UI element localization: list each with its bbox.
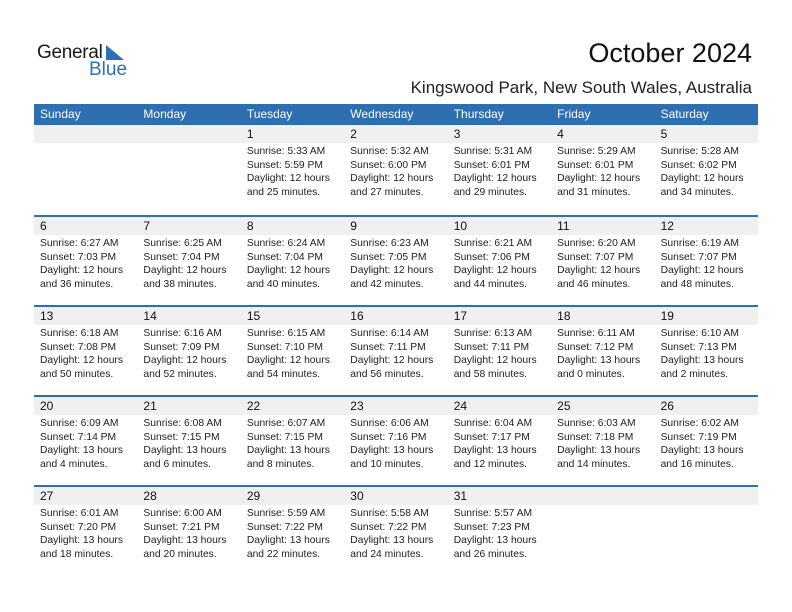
day-sunset: Sunset: 7:11 PM bbox=[350, 341, 426, 353]
week-row bbox=[34, 125, 758, 215]
day-daylight: Daylight: 12 hours bbox=[453, 265, 537, 277]
day-cell bbox=[137, 143, 240, 199]
day-sunset: Sunset: 6:01 PM bbox=[453, 159, 530, 171]
day-sunset: Sunset: 6:00 PM bbox=[350, 159, 427, 171]
day-daylight: Daylight: 12 hours bbox=[40, 265, 123, 277]
day-number: 16 bbox=[350, 309, 364, 323]
day-number-row bbox=[34, 125, 758, 143]
day-daylight: Daylight: 12 hours bbox=[660, 173, 744, 185]
day-number: 5 bbox=[660, 127, 668, 141]
day-number: 28 bbox=[143, 489, 157, 503]
day-cell bbox=[241, 415, 344, 471]
weekday-monday: Monday bbox=[143, 107, 187, 121]
logo-word-general: General bbox=[37, 42, 103, 63]
day-cell bbox=[344, 235, 447, 291]
day-daylight: Daylight: 13 hours bbox=[143, 535, 227, 547]
day-sunrise: Sunrise: 6:23 AM bbox=[350, 238, 429, 249]
day-minutes: and 48 minutes. bbox=[660, 278, 734, 290]
day-number: 12 bbox=[660, 219, 674, 233]
day-sunset: Sunset: 7:16 PM bbox=[350, 431, 427, 443]
day-daylight: Daylight: 13 hours bbox=[660, 445, 744, 457]
day-sunset: Sunset: 7:21 PM bbox=[143, 521, 220, 533]
weekday-friday: Friday bbox=[557, 107, 591, 121]
day-cell bbox=[551, 235, 654, 291]
day-cell bbox=[655, 325, 758, 381]
day-number: 22 bbox=[246, 399, 261, 413]
logo bbox=[37, 42, 137, 82]
day-sunrise: Sunrise: 6:11 AM bbox=[557, 328, 635, 339]
day-number: 2 bbox=[350, 127, 357, 141]
day-sunrise: Sunrise: 6:02 AM bbox=[660, 418, 739, 429]
day-sunrise: Sunrise: 6:06 AM bbox=[350, 418, 429, 429]
day-sunset: Sunset: 7:05 PM bbox=[350, 251, 427, 263]
day-cell bbox=[241, 505, 344, 561]
day-cell bbox=[344, 505, 447, 561]
logo-triangle-icon bbox=[106, 45, 124, 60]
day-number-row bbox=[34, 487, 758, 505]
day-minutes: and 18 minutes. bbox=[40, 548, 114, 560]
day-number bbox=[655, 487, 758, 506]
day-sunrise: Sunrise: 6:20 AM bbox=[557, 238, 636, 249]
day-daylight: Daylight: 13 hours bbox=[660, 355, 744, 367]
day-cell bbox=[655, 235, 758, 291]
day-number: 17 bbox=[453, 309, 468, 323]
day-sunset: Sunset: 6:02 PM bbox=[660, 159, 737, 171]
day-number: 30 bbox=[350, 489, 364, 503]
day-info-row bbox=[34, 325, 758, 381]
day-sunrise: Sunrise: 6:07 AM bbox=[246, 418, 326, 429]
day-cell bbox=[34, 505, 137, 561]
day-number: 15 bbox=[246, 309, 261, 323]
day-cell bbox=[448, 235, 551, 291]
day-sunset: Sunset: 5:59 PM bbox=[246, 159, 323, 171]
day-daylight: Daylight: 12 hours bbox=[557, 173, 641, 185]
day-sunrise: Sunrise: 6:15 AM bbox=[246, 328, 326, 339]
day-number bbox=[34, 125, 137, 144]
day-sunrise: Sunrise: 5:31 AM bbox=[453, 146, 533, 157]
page-title: October 2024 bbox=[588, 38, 752, 68]
day-daylight: Daylight: 12 hours bbox=[557, 265, 641, 277]
day-daylight: Daylight: 12 hours bbox=[40, 355, 123, 367]
day-sunset: Sunset: 7:20 PM bbox=[40, 521, 117, 533]
day-minutes: and 38 minutes. bbox=[143, 278, 217, 290]
week-row bbox=[34, 395, 758, 485]
day-sunrise: Sunrise: 5:33 AM bbox=[246, 146, 326, 157]
weekday-thursday: Thursday bbox=[453, 107, 504, 121]
day-number: 31 bbox=[453, 489, 468, 503]
day-sunrise: Sunrise: 5:32 AM bbox=[350, 146, 429, 157]
day-info-row bbox=[34, 143, 758, 199]
day-sunrise: Sunrise: 6:19 AM bbox=[660, 238, 739, 249]
day-sunset: Sunset: 7:18 PM bbox=[557, 431, 634, 443]
weekday-tuesday: Tuesday bbox=[246, 107, 293, 121]
day-daylight: Daylight: 12 hours bbox=[453, 173, 537, 185]
day-number: 1 bbox=[246, 127, 254, 141]
day-number: 3 bbox=[453, 127, 461, 141]
day-cell bbox=[34, 415, 137, 471]
day-number: 13 bbox=[40, 309, 54, 323]
day-cell bbox=[655, 505, 758, 561]
day-number: 11 bbox=[557, 219, 570, 233]
day-sunset: Sunset: 7:22 PM bbox=[246, 521, 323, 533]
day-daylight: Daylight: 13 hours bbox=[143, 445, 227, 457]
day-minutes: and 14 minutes. bbox=[557, 458, 631, 470]
day-number-row bbox=[34, 307, 758, 325]
day-minutes: and 56 minutes. bbox=[350, 368, 424, 380]
weekday-sunday: Sunday bbox=[40, 107, 81, 121]
day-daylight: Daylight: 13 hours bbox=[453, 535, 537, 547]
day-number: 25 bbox=[557, 399, 571, 413]
day-minutes: and 0 minutes. bbox=[557, 368, 625, 380]
day-daylight: Daylight: 13 hours bbox=[350, 445, 434, 457]
day-sunrise: Sunrise: 5:59 AM bbox=[246, 508, 326, 519]
day-daylight: Daylight: 12 hours bbox=[143, 265, 227, 277]
day-number: 29 bbox=[246, 489, 261, 503]
day-sunset: Sunset: 7:19 PM bbox=[660, 431, 737, 443]
day-minutes: and 50 minutes. bbox=[40, 368, 114, 380]
week-row bbox=[34, 485, 758, 575]
day-number: 7 bbox=[143, 219, 151, 233]
day-minutes: and 22 minutes. bbox=[246, 548, 321, 560]
day-number: 8 bbox=[246, 219, 254, 233]
day-daylight: Daylight: 12 hours bbox=[350, 355, 434, 367]
day-minutes: and 44 minutes. bbox=[453, 278, 527, 290]
day-number: 9 bbox=[350, 219, 357, 233]
day-cell bbox=[241, 143, 344, 199]
day-sunset: Sunset: 7:13 PM bbox=[660, 341, 737, 353]
day-minutes: and 25 minutes. bbox=[246, 186, 321, 198]
day-number: 20 bbox=[40, 399, 54, 413]
day-number bbox=[137, 125, 240, 144]
day-sunrise: Sunrise: 6:21 AM bbox=[453, 238, 533, 249]
day-number: 6 bbox=[40, 219, 47, 233]
day-sunrise: Sunrise: 5:57 AM bbox=[453, 508, 533, 519]
day-minutes: and 8 minutes. bbox=[246, 458, 315, 470]
day-sunrise: Sunrise: 6:16 AM bbox=[143, 328, 222, 339]
day-sunset: Sunset: 7:11 PM bbox=[453, 341, 530, 353]
day-cell bbox=[344, 415, 447, 471]
day-daylight: Daylight: 13 hours bbox=[246, 445, 330, 457]
day-minutes: and 58 minutes. bbox=[453, 368, 527, 380]
day-cell bbox=[137, 415, 240, 471]
day-minutes: and 26 minutes. bbox=[453, 548, 527, 560]
day-minutes: and 20 minutes. bbox=[143, 548, 217, 560]
weekday-wednesday: Wednesday bbox=[350, 107, 414, 121]
day-cell bbox=[448, 415, 551, 471]
day-sunrise: Sunrise: 5:28 AM bbox=[660, 146, 739, 157]
day-cell bbox=[137, 505, 240, 561]
day-sunset: Sunset: 7:03 PM bbox=[40, 251, 117, 263]
day-cell bbox=[448, 143, 551, 199]
day-daylight: Daylight: 12 hours bbox=[453, 355, 537, 367]
day-sunset: Sunset: 7:09 PM bbox=[143, 341, 220, 353]
day-daylight: Daylight: 13 hours bbox=[453, 445, 537, 457]
day-minutes: and 10 minutes. bbox=[350, 458, 424, 470]
day-number: 27 bbox=[40, 489, 54, 503]
day-cell bbox=[34, 235, 137, 291]
day-daylight: Daylight: 13 hours bbox=[40, 445, 123, 457]
day-number-row bbox=[34, 217, 758, 235]
day-number: 24 bbox=[453, 399, 468, 413]
day-sunrise: Sunrise: 6:13 AM bbox=[453, 328, 533, 339]
day-minutes: and 12 minutes. bbox=[453, 458, 527, 470]
day-sunrise: Sunrise: 5:29 AM bbox=[557, 146, 636, 157]
day-cell bbox=[34, 325, 137, 381]
day-minutes: and 29 minutes. bbox=[453, 186, 527, 198]
day-sunrise: Sunrise: 6:04 AM bbox=[453, 418, 533, 429]
day-sunset: Sunset: 7:14 PM bbox=[40, 431, 117, 443]
day-cell bbox=[655, 143, 758, 199]
day-number: 18 bbox=[557, 309, 571, 323]
weekday-header bbox=[34, 104, 758, 125]
day-number-row bbox=[34, 397, 758, 415]
day-cell bbox=[448, 325, 551, 381]
day-cell bbox=[344, 325, 447, 381]
day-daylight: Daylight: 13 hours bbox=[40, 535, 123, 547]
day-number: 4 bbox=[557, 127, 564, 141]
day-number: 26 bbox=[660, 399, 674, 413]
day-minutes: and 24 minutes. bbox=[350, 548, 424, 560]
day-cell bbox=[344, 143, 447, 199]
day-sunset: Sunset: 7:07 PM bbox=[660, 251, 737, 263]
day-sunset: Sunset: 7:15 PM bbox=[246, 431, 323, 443]
day-sunset: Sunset: 7:04 PM bbox=[246, 251, 323, 263]
day-sunset: Sunset: 7:04 PM bbox=[143, 251, 220, 263]
day-minutes: and 36 minutes. bbox=[40, 278, 114, 290]
day-info-row bbox=[34, 235, 758, 291]
day-sunset: Sunset: 6:01 PM bbox=[557, 159, 634, 171]
day-info-row bbox=[34, 505, 758, 561]
day-cell bbox=[551, 325, 654, 381]
day-cell bbox=[448, 505, 551, 561]
day-sunset: Sunset: 7:08 PM bbox=[40, 341, 117, 353]
day-cell bbox=[241, 235, 344, 291]
day-sunset: Sunset: 7:07 PM bbox=[557, 251, 634, 263]
day-sunrise: Sunrise: 6:18 AM bbox=[40, 328, 119, 339]
day-cell bbox=[551, 143, 654, 199]
day-info-row bbox=[34, 415, 758, 471]
day-daylight: Daylight: 13 hours bbox=[350, 535, 434, 547]
day-minutes: and 31 minutes. bbox=[557, 186, 631, 198]
day-cell bbox=[655, 415, 758, 471]
day-sunrise: Sunrise: 6:24 AM bbox=[246, 238, 326, 249]
day-cell bbox=[137, 235, 240, 291]
day-sunset: Sunset: 7:12 PM bbox=[557, 341, 634, 353]
day-sunrise: Sunrise: 6:09 AM bbox=[40, 418, 119, 429]
day-daylight: Daylight: 12 hours bbox=[660, 265, 744, 277]
day-sunset: Sunset: 7:22 PM bbox=[350, 521, 427, 533]
day-sunrise: Sunrise: 6:10 AM bbox=[660, 328, 739, 339]
day-sunrise: Sunrise: 6:25 AM bbox=[143, 238, 222, 249]
day-minutes: and 16 minutes. bbox=[660, 458, 734, 470]
day-minutes: and 40 minutes. bbox=[246, 278, 321, 290]
day-sunrise: Sunrise: 6:01 AM bbox=[40, 508, 119, 519]
day-number bbox=[551, 487, 654, 506]
day-minutes: and 34 minutes. bbox=[660, 186, 734, 198]
day-minutes: and 27 minutes. bbox=[350, 186, 424, 198]
day-cell bbox=[241, 325, 344, 381]
day-sunrise: Sunrise: 6:03 AM bbox=[557, 418, 636, 429]
logo-word-blue: Blue bbox=[89, 59, 128, 80]
day-minutes: and 4 minutes. bbox=[40, 458, 108, 470]
day-daylight: Daylight: 13 hours bbox=[557, 355, 641, 367]
day-minutes: and 52 minutes. bbox=[143, 368, 217, 380]
day-daylight: Daylight: 12 hours bbox=[246, 265, 330, 277]
day-cell bbox=[551, 505, 654, 561]
day-sunrise: Sunrise: 5:58 AM bbox=[350, 508, 429, 519]
day-daylight: Daylight: 12 hours bbox=[143, 355, 227, 367]
day-sunrise: Sunrise: 6:27 AM bbox=[40, 238, 119, 249]
day-number: 10 bbox=[453, 219, 468, 233]
weekday-saturday: Saturday bbox=[660, 107, 709, 121]
day-minutes: and 2 minutes. bbox=[660, 368, 729, 380]
day-sunset: Sunset: 7:17 PM bbox=[453, 431, 530, 443]
day-daylight: Daylight: 12 hours bbox=[246, 355, 330, 367]
week-row bbox=[34, 215, 758, 305]
day-sunset: Sunset: 7:15 PM bbox=[143, 431, 220, 443]
day-daylight: Daylight: 13 hours bbox=[246, 535, 330, 547]
day-daylight: Daylight: 12 hours bbox=[246, 173, 330, 185]
day-minutes: and 46 minutes. bbox=[557, 278, 631, 290]
day-sunrise: Sunrise: 6:00 AM bbox=[143, 508, 222, 519]
day-cell bbox=[34, 143, 137, 199]
day-sunrise: Sunrise: 6:14 AM bbox=[350, 328, 429, 339]
day-number: 14 bbox=[143, 309, 157, 323]
day-sunset: Sunset: 7:10 PM bbox=[246, 341, 323, 353]
day-sunset: Sunset: 7:06 PM bbox=[453, 251, 530, 263]
day-minutes: and 42 minutes. bbox=[350, 278, 424, 290]
calendar bbox=[34, 104, 758, 575]
day-number: 19 bbox=[660, 309, 674, 323]
day-sunset: Sunset: 7:23 PM bbox=[453, 521, 530, 533]
day-daylight: Daylight: 13 hours bbox=[557, 445, 641, 457]
location-subtitle: Kingswood Park, New South Wales, Australia bbox=[410, 78, 752, 97]
day-sunrise: Sunrise: 6:08 AM bbox=[143, 418, 222, 429]
day-cell bbox=[551, 415, 654, 471]
day-minutes: and 54 minutes. bbox=[246, 368, 321, 380]
day-number: 21 bbox=[143, 399, 157, 413]
day-daylight: Daylight: 12 hours bbox=[350, 265, 434, 277]
day-daylight: Daylight: 12 hours bbox=[350, 173, 434, 185]
week-row bbox=[34, 305, 758, 395]
day-minutes: and 6 minutes. bbox=[143, 458, 211, 470]
day-number: 23 bbox=[350, 399, 364, 413]
day-cell bbox=[137, 325, 240, 381]
